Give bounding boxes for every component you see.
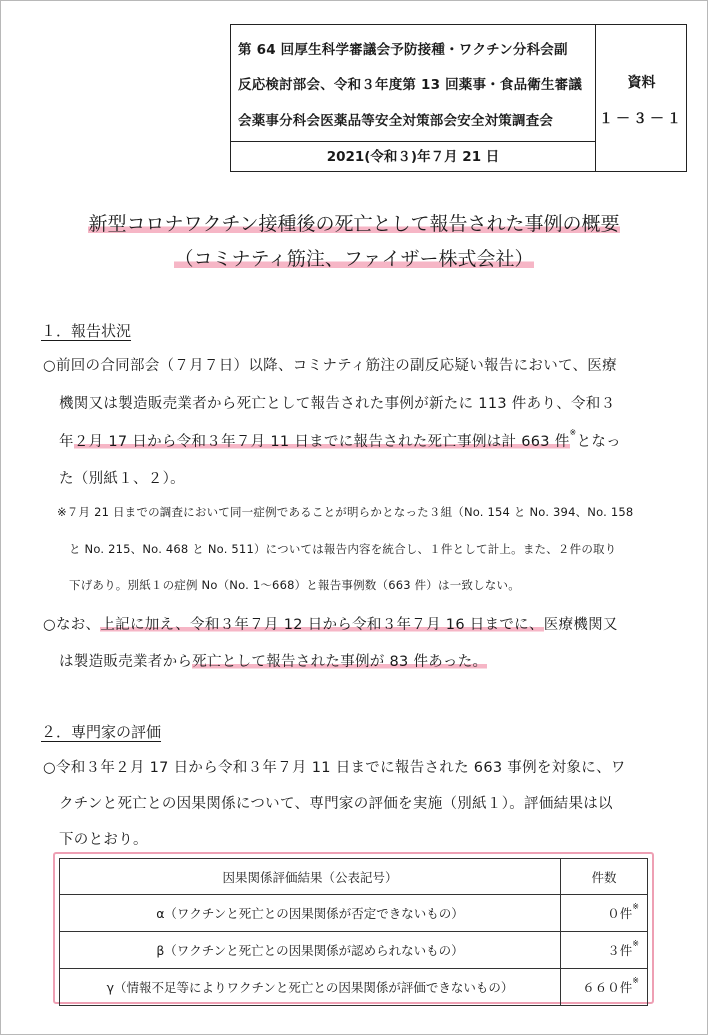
s1-para2-line1-end: 医療機関又 <box>543 617 618 633</box>
s1-para2-line1 <box>43 613 618 634</box>
s1-para1-line1: ○前回の合同部会（７月７日）以降、コミナティ筋注の副反応疑い報告において、医療 <box>43 358 617 374</box>
s2-para-line2: クチンと死亡との因果関係について、専門家の評価を実施（別紙１）。評価結果は以 <box>59 796 613 812</box>
s1-para1-line2: 機関又は製造販売業者から死亡として報告された事例が新たに 113 件あり、令和３ <box>59 396 616 412</box>
s1-para1-line3-end: となっ <box>576 434 621 450</box>
title-line-1: 新型コロナワクチン接種後の死亡として報告された事例の概要 <box>88 213 620 235</box>
row-beta-note-mark: ※ <box>632 939 639 948</box>
s1-para1-line3 <box>59 430 621 451</box>
additional-period-highlight: 上記に加え、令和３年７月 12 日から令和３年７月 16 日までに、 <box>100 617 544 633</box>
note-line-1: ※７月 21 日までの調査において同一症例であることが明らかとなった３組（No. 154 と No. 394、No. 158 <box>57 505 634 519</box>
note-line-2: と No. 215、No. 468 と No. 511）については報告内容を統合し、１件として計上。また、２件の取り <box>69 542 617 556</box>
evaluation-table <box>59 858 648 1006</box>
evaluation-table-frame <box>53 852 654 1004</box>
note-line-3: 下げあり。別紙１の症例 No（No. 1～668）と報告事例数（663 件）は一致しない。 <box>69 578 520 592</box>
document-number: １－３－１ <box>599 111 684 127</box>
row-beta-count-value: ３件 <box>607 943 633 958</box>
table-row <box>60 969 648 1006</box>
row-gamma-note-mark: ※ <box>632 976 639 985</box>
row-gamma-label: γ（情報不足等によりワクチンと死亡との因果関係が評価できないもの） <box>60 969 561 1006</box>
column-header-count: 件数 <box>561 859 648 895</box>
header-box <box>230 24 687 172</box>
row-alpha-count <box>561 895 648 932</box>
meeting-name-line-2: 反応検討部会、令和３年度第 13 回薬事・食品衛生審議 <box>238 77 583 93</box>
document-title <box>1 209 707 236</box>
s1-para1-line3-start: 年 <box>59 434 74 450</box>
additional-deaths-highlight: 死亡として報告された事例が 83 件あった。 <box>192 654 488 670</box>
document-number-cell <box>596 25 687 171</box>
row-alpha-label: α（ワクチンと死亡との因果関係が否定できないもの） <box>60 895 561 932</box>
document-subtitle <box>1 244 707 271</box>
title-line-2: （コミナティ筋注、ファイザー株式会社） <box>174 248 534 270</box>
total-deaths-highlight: ２月 17 日から令和３年７月 11 日までに報告された死亡事例は計 663 件 <box>73 434 570 450</box>
meeting-name-cell <box>231 25 596 142</box>
note-mark: ※ <box>569 428 577 437</box>
column-header-result: 因果関係評価結果（公表記号） <box>60 859 561 895</box>
table-header-row <box>60 859 648 895</box>
row-beta-label: β（ワクチンと死亡との因果関係が認められないもの） <box>60 932 561 969</box>
row-alpha-note-mark: ※ <box>632 902 639 911</box>
document-label: 資料 <box>627 75 656 91</box>
s1-para2-start: ○なお、 <box>43 617 101 633</box>
row-gamma-count <box>561 969 648 1006</box>
table-row <box>60 895 648 932</box>
row-beta-count <box>561 932 648 969</box>
table-row <box>60 932 648 969</box>
row-alpha-count-value: ０件 <box>607 906 633 921</box>
row-gamma-count-value: ６６０件 <box>582 980 633 995</box>
s1-para2-line2-start: は製造販売業者から <box>59 654 193 670</box>
section-2-heading: ２．専門家の評価 <box>41 723 162 741</box>
s1-para2-line2 <box>59 650 487 671</box>
meeting-name-line-3: 会薬事分科会医薬品等安全対策部会安全対策調査会 <box>238 113 554 129</box>
s2-para-line1: ○令和３年２月 17 日から令和３年７月 11 日までに報告された 663 事例を対象に、ワ <box>43 760 626 776</box>
s2-para-line3: 下のとおり。 <box>59 832 148 848</box>
meeting-name-line-1: 第 64 回厚生科学審議会予防接種・ワクチン分科会副 <box>238 42 568 58</box>
s1-para1-line4: た（別紙１、２）。 <box>59 471 185 487</box>
section-1-heading: １．報告状況 <box>41 322 132 340</box>
meeting-date: 2021(令和３)年７月 21 日 <box>231 142 596 172</box>
